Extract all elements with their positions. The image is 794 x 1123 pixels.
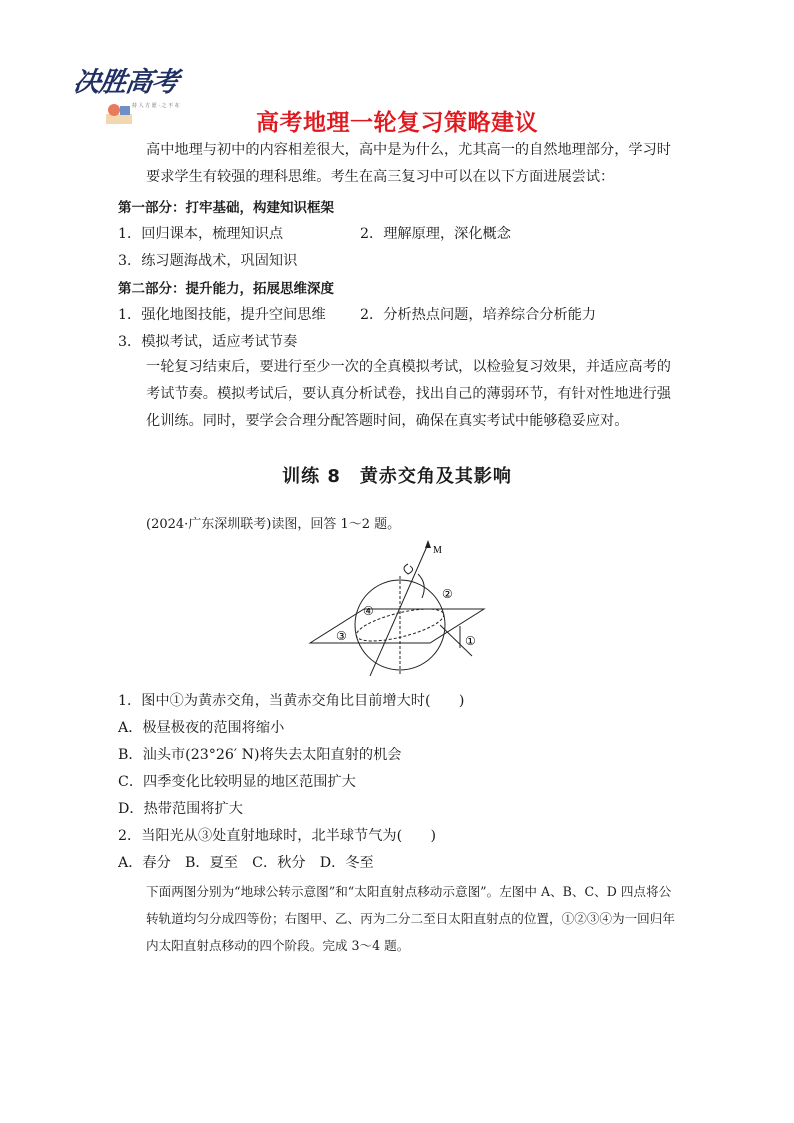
next-intro-text: 下面两图分别为“地球公转示意图”和“太阳直射点移动示意图”。左图中 A、B、C、D 四点将公转轨道均匀分成四等份；右图甲、乙、丙为二分二至日太阳直射点的位置，①②③④为一回归年内太阳直射点移动的四个阶段。完成 3～4 题。: [146, 884, 675, 953]
axis-arrow-icon: [425, 540, 431, 548]
intro-text: 高中地理与初中的内容相差很大，高中是为什么，尤其高一的自然地理部分，学习时要求学生有较强的理科思维。考生在高三复习中可以在以下方面进展尝试：: [146, 142, 671, 185]
q2-stem: 2．当阳光从③处直射地球时，北半球节气为( ): [118, 828, 437, 844]
section-title: 训练 8 黄赤交角及其影响: [282, 466, 512, 487]
part2-item-3: 3．模拟考试，适应考试节奏: [118, 334, 298, 350]
part2-heading: 第二部分：提升能力，拓展思维深度: [118, 281, 334, 297]
part2-item-2: 2．分析热点问题，培养综合分析能力: [360, 307, 597, 323]
q2-options: A．春分 B．夏至 C．秋分 D．冬至: [118, 855, 374, 871]
closing-paragraph: [118, 354, 680, 435]
q1-option-a: A．极昼极夜的范围将缩小: [118, 720, 285, 736]
closing-text: 一轮复习结束后，要进行至少一次的全真模拟考试，以检验复习效果，并适应高考的考试节奏。模拟考试后，要认真分析试卷，找出自己的薄弱环节，有针对性地进行强化训练。同时，要学会合理分配答题时间，确保在真实考试中能够稳妥应对。: [146, 359, 671, 429]
part1-item-3: 3．练习题海战术，巩固知识: [118, 253, 298, 269]
logo-text: 决胜高考: [71, 67, 180, 98]
q1-option-c: C．四季变化比较明显的地区范围扩大: [118, 774, 356, 790]
q1-stem: 1．图中①为黄赤交角，当黄赤交角比目前增大时( ): [118, 693, 465, 709]
page-title: 高考地理一轮复习策略建议: [256, 110, 538, 136]
ecliptic-obliquity-figure: [300, 536, 500, 676]
label-m: M: [433, 545, 442, 556]
label-1: ①: [465, 634, 476, 648]
label-4: ④: [363, 604, 374, 618]
part2-item-1: 1．强化地图技能，提升空间思维: [118, 307, 326, 323]
q1-option-b: B．汕头市(23°26′ N)将失去太阳直射的机会: [118, 747, 402, 763]
next-intro-paragraph: [118, 878, 680, 959]
earth-axis: [370, 544, 428, 676]
q1-option-d: D．热带范围将扩大: [118, 801, 243, 817]
rotation-arrow: [404, 564, 413, 574]
logo-slogan: 持 人 方 愿 · 之 不 在: [132, 103, 180, 109]
part1-item-2: 2．理解原理，深化概念: [360, 226, 511, 242]
intro-paragraph: [118, 137, 680, 191]
part1-item-1: 1．回归课本，梳理知识点: [118, 226, 284, 242]
label-2: ②: [442, 587, 453, 601]
question-source: (2024·广东深圳联考)读图，回答 1～2 题。: [146, 517, 401, 532]
label-3: ③: [336, 629, 347, 643]
part1-heading: 第一部分：打牢基础，构建知识框架: [118, 200, 334, 216]
